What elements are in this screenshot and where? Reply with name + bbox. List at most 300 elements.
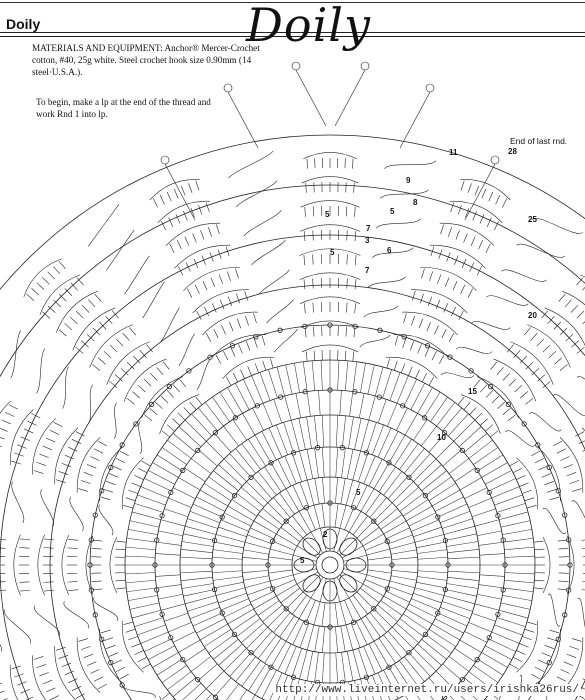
stitch (173, 488, 195, 499)
stitch (472, 613, 496, 621)
stitch (157, 455, 182, 471)
fan-stitch (190, 402, 197, 410)
stitch (341, 652, 345, 682)
stitch (388, 631, 408, 654)
stitch (130, 521, 159, 527)
fan-stitch (557, 677, 566, 681)
fan-stitch (248, 366, 252, 375)
fan-stitch (160, 195, 164, 204)
fan-stitch (142, 664, 151, 669)
round-number-label: 11 (449, 148, 458, 157)
stitch (182, 542, 214, 547)
fan-stitch (54, 422, 63, 427)
stitch (400, 493, 424, 511)
fan-stitch (132, 392, 140, 399)
stitch (390, 372, 400, 400)
fan-stitch (525, 398, 533, 404)
fan-stitch (461, 285, 465, 294)
fan-stitch (479, 240, 483, 249)
fan-stitch (524, 327, 530, 335)
stitch (280, 493, 295, 514)
fan-stitch (513, 657, 522, 662)
round-number-label: 15 (468, 387, 477, 396)
fan-stitch (178, 266, 183, 275)
fan-stitch (44, 590, 54, 591)
chain (572, 501, 585, 530)
stitch (137, 495, 165, 505)
stitch (307, 651, 313, 680)
fan-stitch (436, 300, 440, 309)
fan-stitch (0, 435, 5, 439)
stitch (322, 627, 324, 653)
fan-stitch (458, 397, 464, 405)
stitch (253, 408, 264, 430)
fan-stitch (516, 475, 525, 479)
chain (161, 308, 180, 342)
fan-stitch (522, 490, 531, 493)
stitch (258, 471, 276, 495)
stitch (432, 490, 460, 506)
fan-stitch (239, 344, 243, 353)
fan-stitch (531, 451, 540, 456)
fan-stitch (32, 288, 39, 295)
fan-stitch (116, 580, 126, 581)
stitch (360, 363, 365, 393)
fan-stitch (513, 468, 522, 473)
stitch (241, 623, 264, 643)
stitch (178, 640, 200, 653)
stitch (392, 627, 413, 648)
fan-stitch (221, 325, 225, 334)
fan-stitch (17, 682, 26, 686)
fan-stitch (346, 327, 347, 337)
stitch (347, 651, 353, 680)
stitch (212, 557, 242, 559)
fan-stitch (206, 203, 209, 212)
round-number-label: 6 (387, 246, 392, 255)
fan-stitch (572, 639, 582, 642)
stitch (286, 592, 303, 609)
stitch (152, 463, 178, 478)
fan-stitch (59, 261, 66, 268)
fan-stitch (482, 189, 486, 198)
stitch (492, 487, 520, 498)
stitch (185, 420, 206, 441)
fan-stitch (189, 183, 192, 192)
stitch (173, 433, 196, 452)
fan-stitch (162, 431, 170, 437)
fan-stitch (492, 396, 499, 403)
stitch (422, 639, 447, 659)
fan-stitch (462, 259, 466, 268)
fan-stitch (355, 303, 356, 313)
stitch (345, 361, 348, 391)
stitch (242, 444, 261, 470)
stitch (357, 592, 374, 609)
chain (64, 601, 89, 628)
chain-loops (0, 62, 585, 700)
stitch (392, 557, 418, 559)
stitch (258, 515, 279, 530)
chain (165, 164, 195, 220)
stitch (465, 488, 487, 499)
stitch (198, 664, 217, 680)
fan-stitch (445, 278, 449, 287)
stitch (399, 660, 418, 686)
fan-stitch (254, 338, 257, 347)
fan-stitch (245, 316, 248, 325)
fan-stitch (415, 370, 419, 379)
fan-stitch (434, 325, 438, 334)
stitch (403, 614, 428, 631)
stitch (384, 635, 402, 659)
fan-stitch (185, 237, 189, 246)
stitch (417, 576, 447, 580)
round-number-label: 20 (528, 311, 537, 320)
page-title: Doily (6, 16, 41, 32)
fan-stitch (525, 498, 534, 501)
chain (505, 431, 535, 447)
chain (486, 296, 528, 306)
stitch (455, 468, 476, 482)
stitch (361, 619, 374, 642)
stitch (307, 417, 312, 449)
stitch (158, 594, 183, 599)
stitch (228, 609, 254, 624)
fan-stitch (138, 385, 145, 392)
fan-stitch (305, 207, 306, 217)
fan-stitch (34, 656, 44, 659)
stitch (206, 671, 224, 689)
fan-stitch (541, 311, 548, 319)
stitch (374, 463, 389, 489)
fan-stitch (353, 351, 354, 361)
stitch (443, 450, 462, 466)
stitch (296, 393, 301, 418)
picot (491, 156, 499, 164)
stitch (191, 656, 211, 671)
stitch (478, 455, 503, 471)
stitch (417, 550, 447, 554)
fan-stitch (304, 279, 305, 289)
fan-stitch (525, 629, 534, 632)
fan-stitch (65, 455, 74, 459)
fan-stitch (126, 498, 135, 501)
fan-stitch (421, 269, 424, 279)
stitch (200, 624, 228, 640)
fan-stitch (535, 667, 544, 671)
stitch (504, 580, 534, 583)
stitch (307, 391, 310, 416)
stitch (183, 534, 214, 541)
stitch (394, 439, 411, 466)
fan-stitch (92, 548, 102, 549)
chain (94, 597, 118, 620)
fan-stitch (36, 664, 45, 667)
fan-stitch (564, 464, 573, 468)
chain (364, 306, 398, 318)
fan-stitch (170, 244, 174, 253)
stitch (455, 648, 476, 662)
materials-text: MATERIALS AND EQUIPMENT: Anchor® Mercer-Crochet cotton, #40, 25g white. Steel crochet hook size 0.90mm (14 steel·U.S.A.). (32, 43, 260, 77)
stitch (369, 459, 382, 486)
fan-stitch (233, 373, 238, 382)
stitch (448, 557, 480, 559)
stitch (254, 521, 277, 534)
stitch (505, 556, 535, 557)
fan-stitch (206, 333, 211, 342)
fan-stitch (92, 364, 100, 370)
stitch (370, 498, 387, 518)
stitch (374, 641, 389, 667)
fan-stitch (155, 402, 162, 409)
stitch (368, 365, 374, 394)
fan-stitch (355, 231, 356, 241)
fan-stitch (419, 319, 423, 328)
stitch (299, 451, 307, 480)
chain (124, 256, 149, 294)
stitch (421, 426, 436, 446)
fan-stitch (24, 429, 33, 433)
stitch (409, 513, 436, 526)
stitch (157, 659, 182, 675)
fan-stitch (304, 231, 305, 241)
stitch (396, 623, 419, 643)
fan-stitch (181, 186, 185, 195)
stitch (255, 435, 271, 463)
fan-stitch (129, 327, 135, 335)
fan-stitch (496, 195, 500, 204)
fan-stitch (534, 580, 544, 581)
stitch (392, 570, 418, 572)
fan-stitch (410, 341, 414, 350)
fan-stitch (214, 329, 218, 338)
fan-stitch (59, 655, 68, 658)
fan-stitch (404, 313, 407, 323)
fan-stitch (59, 471, 68, 474)
stitch (168, 622, 191, 632)
fan-row (562, 291, 585, 333)
chain (267, 299, 294, 323)
fan-stitch (210, 252, 214, 261)
fan-stitch (403, 338, 406, 347)
fan-stitch (567, 472, 576, 476)
stitch (223, 684, 238, 700)
fan-stitch (480, 419, 487, 426)
stitch (245, 581, 270, 588)
stitch (502, 529, 532, 534)
fan-stitch (577, 347, 585, 354)
chain (578, 598, 585, 634)
fan-stitch (534, 588, 544, 589)
fan-stitch (84, 472, 93, 476)
stitch (482, 463, 508, 478)
fan-stitch (196, 397, 202, 405)
stitch (438, 613, 467, 626)
stitch (447, 577, 479, 580)
stitch (134, 618, 163, 627)
stitch (374, 503, 392, 521)
stitch (391, 550, 417, 555)
stitch (477, 531, 502, 536)
fan-stitch (304, 303, 305, 313)
fan-stitch (103, 489, 112, 492)
fan-stitch (480, 385, 487, 393)
fan-stitch (509, 664, 518, 669)
stitch (497, 618, 526, 627)
stitch (205, 402, 223, 426)
stitch (247, 482, 268, 503)
fan-stitch (186, 262, 190, 271)
stitch (192, 414, 212, 436)
fan-stitch (439, 355, 444, 364)
stitch (369, 396, 375, 420)
chain (296, 70, 326, 126)
stitch (155, 575, 180, 577)
fan-stitch (559, 294, 566, 302)
stitch (209, 634, 235, 653)
stitch (404, 448, 424, 473)
stitch (504, 547, 534, 550)
stitch (460, 478, 482, 491)
stitch (409, 454, 430, 478)
stitch (353, 451, 361, 480)
stitch (158, 531, 183, 536)
round-number-label: 10 (437, 433, 446, 442)
fan-stitch (231, 348, 235, 357)
fan-stitch (62, 463, 71, 467)
stitch (413, 459, 436, 482)
round-number-label: 7 (365, 266, 370, 275)
fan-stitch (34, 471, 44, 474)
stitch (429, 483, 456, 500)
stitch (406, 609, 432, 624)
fan-stitch (162, 693, 170, 699)
fan-stitch (203, 281, 207, 290)
fan-stitch (19, 548, 29, 549)
stitch (252, 631, 272, 654)
stitch (274, 399, 282, 423)
stitch (128, 529, 158, 534)
stitch (268, 609, 286, 627)
fan-stitch (558, 548, 568, 549)
fan-stitch (477, 266, 482, 275)
fan-stitch (36, 462, 45, 465)
round-number-label: 2 (323, 530, 328, 539)
stitch (480, 575, 505, 577)
stitch (415, 588, 444, 596)
fan-stitch (56, 647, 66, 650)
fan-stitch (355, 279, 356, 289)
stitch (303, 575, 320, 592)
fan-stitch (193, 233, 197, 242)
stitch (396, 487, 419, 507)
fan-stitch (0, 443, 2, 446)
stitch (243, 550, 269, 555)
stitch (273, 498, 290, 518)
fan-stitch (26, 294, 33, 301)
fan-stitch (408, 366, 412, 375)
fan-stitch (113, 466, 122, 470)
script-title: Doily (246, 0, 371, 52)
fan-stitch (78, 489, 88, 492)
chain (251, 240, 285, 265)
stitch (268, 369, 277, 398)
fan-stitch (131, 643, 140, 647)
fan-stitch (195, 285, 199, 294)
stitch (422, 471, 447, 491)
fan-stitch (549, 351, 556, 358)
stitch (236, 657, 256, 682)
stitch (459, 427, 481, 447)
chain (380, 190, 428, 199)
chain (106, 230, 134, 270)
stitch (173, 677, 196, 696)
fan-stitch (564, 662, 573, 666)
fan-stitch (68, 539, 78, 540)
fan-stitch (509, 461, 518, 466)
stitch (340, 602, 346, 625)
stitch (435, 619, 464, 634)
fan-stitch (570, 480, 579, 483)
fan-stitch (412, 291, 415, 301)
stitch (243, 695, 256, 700)
fan-stitch (422, 373, 427, 382)
stitch (281, 588, 300, 603)
fan-stitch (354, 183, 355, 193)
fan-stitch (557, 449, 566, 453)
fan-stitch (120, 451, 129, 456)
stitch (127, 588, 157, 592)
stitch (315, 448, 319, 478)
stitch (397, 376, 408, 404)
stitch (477, 594, 502, 599)
fan-stitch (469, 407, 476, 414)
fan-stitch (418, 344, 422, 353)
stitch (375, 367, 383, 396)
fan-stitch (128, 490, 137, 493)
fan-stitch (490, 431, 498, 437)
stitch (437, 402, 455, 426)
stitch (271, 463, 286, 489)
stitch (216, 588, 245, 596)
fan-stitch (255, 363, 258, 372)
stitch (299, 418, 306, 449)
stitch (340, 538, 357, 555)
stitch (499, 610, 528, 618)
stitch (230, 653, 251, 677)
stitch (236, 448, 256, 473)
stitch (341, 448, 345, 478)
stitch (472, 509, 496, 517)
chain (244, 210, 282, 236)
stitch (161, 604, 185, 610)
stitch (270, 549, 293, 555)
stitch (416, 542, 445, 548)
chain (360, 335, 390, 347)
stitch (193, 504, 222, 517)
stitch (436, 441, 454, 459)
fan-stitch (307, 159, 308, 169)
stitch (224, 604, 251, 617)
round-number-label: 7 (366, 224, 371, 233)
fan-stitch (53, 267, 60, 274)
fan-stitch (116, 667, 125, 671)
chain (114, 403, 116, 439)
stitch (469, 498, 492, 508)
chain (11, 330, 21, 378)
round-number-label: 3 (365, 236, 370, 245)
